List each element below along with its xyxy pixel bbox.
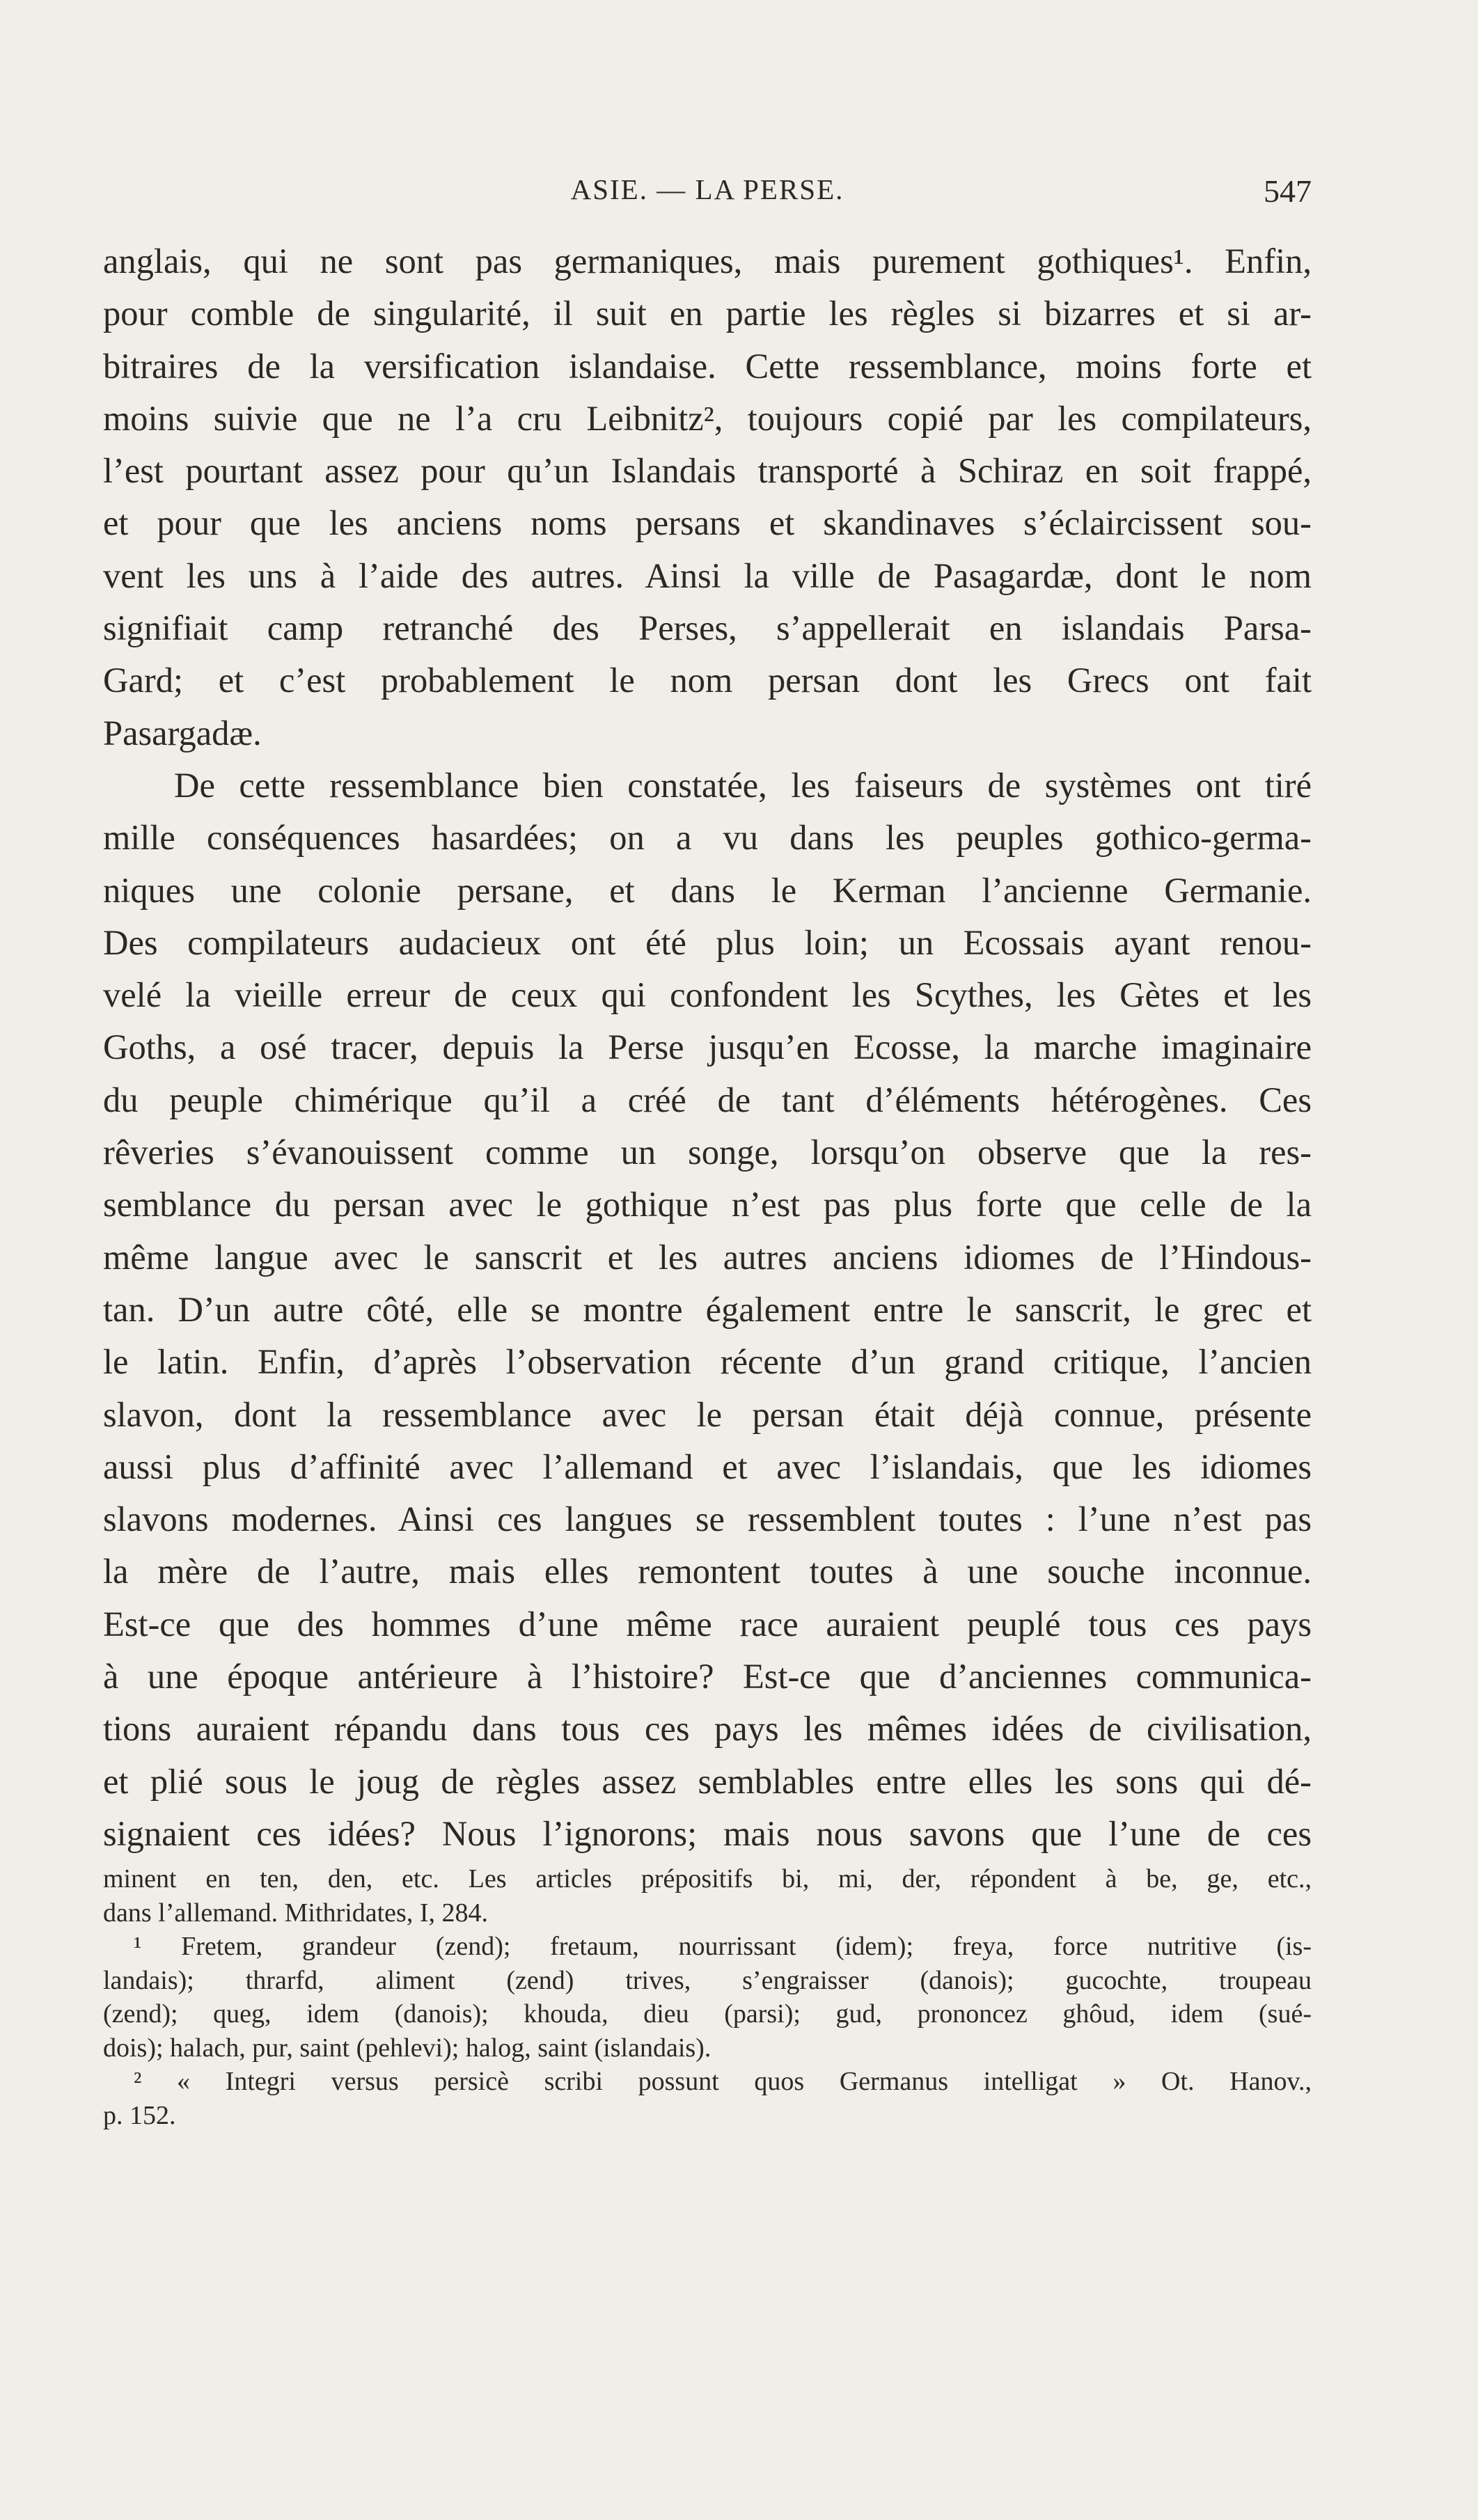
- footnote-line: p. 152.: [103, 2100, 176, 2130]
- page-number: 547: [1264, 173, 1312, 209]
- text-line: Pasargadæ.: [103, 713, 262, 753]
- text-line: l’est pourtant assez pour qu’un Islandais transporté à Schiraz en soit frappé,: [103, 451, 1312, 491]
- text-line: Gard; et c’est probablement le nom persan dont les Grecs ont fait: [103, 661, 1312, 700]
- text-line: bitraires de la versification islandaise. Cette ressemblance, moins forte et: [103, 346, 1312, 386]
- text-line: slavons modernes. Ainsi ces langues se ressemblent toutes : l’une n’est pas: [103, 1499, 1312, 1539]
- text-line: velé la vieille erreur de ceux qui confondent les Scythes, les Gètes et les: [103, 975, 1312, 1015]
- text-line: la mère de l’autre, mais elles remontent toutes à une souche inconnue.: [103, 1552, 1312, 1591]
- text-line: slavon, dont la ressemblance avec le persan était déjà connue, présente: [103, 1394, 1312, 1434]
- text-line: semblance du persan avec le gothique n’est pas plus forte que celle de la: [103, 1185, 1312, 1224]
- text-line: De cette ressemblance bien constatée, les faiseurs de systèmes ont tiré: [174, 765, 1312, 805]
- footnote-line: ² « Integri versus persicè scribi possunt quos Germanus intelligat » Ot. Hanov.,: [134, 2067, 1312, 2096]
- text-line: vent les uns à l’aide des autres. Ainsi la ville de Pasagardæ, dont le nom: [103, 556, 1312, 595]
- text-line: tions auraient répandu dans tous ces pays les mêmes idées de civilisation,: [103, 1709, 1312, 1749]
- text-line: Est-ce que des hommes d’une même race auraient peuplé tous ces pays: [103, 1604, 1312, 1644]
- text-line: pour comble de singularité, il suit en partie les règles si bizarres et si ar-: [103, 294, 1312, 333]
- text-line: Des compilateurs audacieux ont été plus loin; un Ecossais ayant renou-: [103, 922, 1312, 962]
- text-line: signaient ces idées? Nous l’ignorons; mais nous savons que l’une de ces: [103, 1813, 1312, 1853]
- text-line: le latin. Enfin, d’après l’observation récente d’un grand critique, l’ancien: [103, 1342, 1312, 1382]
- footnote-line: (zend); queg, idem (danois); khouda, dieu (parsi); gud, prononcez ghôud, idem (sué-: [103, 1999, 1312, 2029]
- footnotes: [103, 1862, 1312, 2132]
- text-line: moins suivie que ne l’a cru Leibnitz², toujours copié par les compilateurs,: [103, 398, 1312, 438]
- footnote-line: dans l’allemand. Mithridates, I, 284.: [103, 1898, 488, 1928]
- text-line: signifiait camp retranché des Perses, s’appellerait en islandais Parsa-: [103, 608, 1312, 648]
- footnote-line: minent en ten, den, etc. Les articles prépositifs bi, mi, der, répondent à be, ge, etc.,: [103, 1864, 1312, 1893]
- text-line: du peuple chimérique qu’il a créé de tant d’éléments hétérogènes. Ces: [103, 1080, 1312, 1119]
- footnote-line: dois); halach, pur, saint (pehlevi); halog, saint (islandais).: [103, 2033, 712, 2063]
- text-line: niques une colonie persane, et dans le Kerman l’ancienne Germanie.: [103, 870, 1312, 910]
- text-line: anglais, qui ne sont pas germaniques, mais purement gothiques¹. Enfin,: [103, 242, 1312, 281]
- footnote-2: [103, 2065, 1312, 2132]
- footnote-continuation: [103, 1862, 1312, 1930]
- text-line: à une époque antérieure à l’histoire? Est-ce que d’anciennes communica-: [103, 1657, 1312, 1696]
- text-line: tan. D’un autre côté, elle se montre également entre le sanscrit, le grec et: [103, 1289, 1312, 1329]
- main-text: [103, 235, 1312, 1860]
- text-line: et plié sous le joug de règles assez semblables entre elles les sons qui dé-: [103, 1761, 1312, 1801]
- paragraph-2: [103, 759, 1312, 1860]
- paragraph-1: [103, 235, 1312, 759]
- text-line: Goths, a osé tracer, depuis la Perse jusqu’en Ecosse, la marche imaginaire: [103, 1027, 1312, 1067]
- footnote-line: landais); thrarfd, aliment (zend) trives, s’engraisser (danois); gucochte, troupeau: [103, 1965, 1312, 1995]
- text-line: mille conséquences hasardées; on a vu dans les peuples gothico-germa-: [103, 818, 1312, 858]
- page-header: [103, 173, 1312, 214]
- running-title: ASIE. — LA PERSE.: [570, 173, 844, 205]
- text-line: rêveries s’évanouissent comme un songe, lorsqu’on observe que la res-: [103, 1133, 1312, 1172]
- footnote-line: ¹ Fretem, grandeur (zend); fretaum, nourrissant (idem); freya, force nutritive (is-: [134, 1932, 1312, 1961]
- text-line: même langue avec le sanscrit et les autres anciens idiomes de l’Hindous-: [103, 1237, 1312, 1277]
- footnote-1: [103, 1930, 1312, 2065]
- text-line: aussi plus d’affinité avec l’allemand et avec l’islandais, que les idiomes: [103, 1447, 1312, 1486]
- text-line: et pour que les anciens noms persans et skandinaves s’éclaircissent sou-: [103, 503, 1312, 543]
